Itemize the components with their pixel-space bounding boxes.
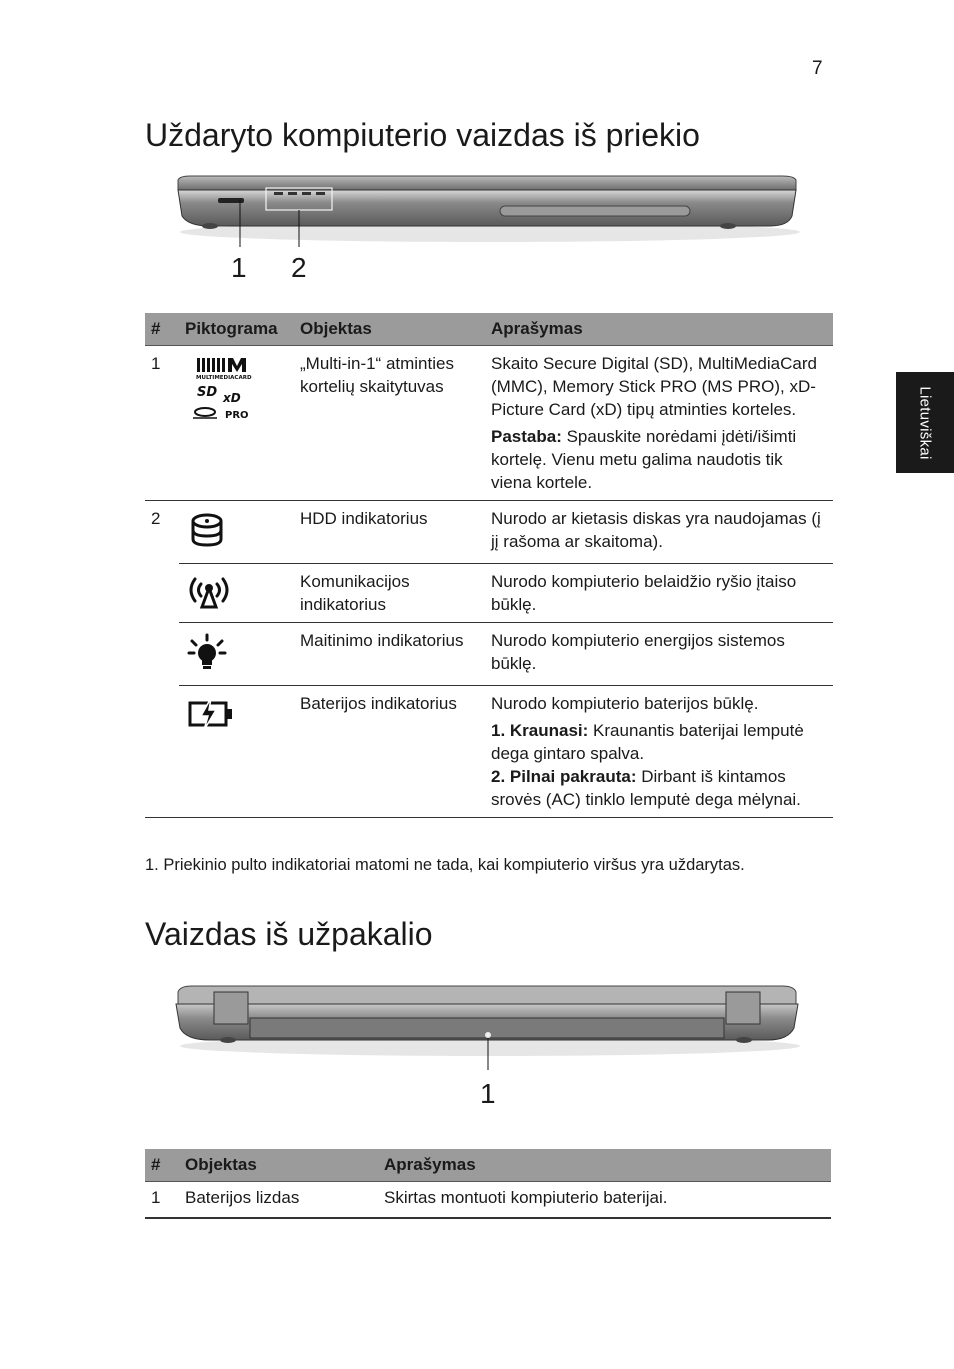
table-row (145, 501, 833, 564)
row-item: Baterijos indikatorius (294, 686, 485, 818)
rear-view-title: Vaizdas iš užpakalio (145, 916, 433, 952)
svg-text:xD: xD (223, 391, 241, 405)
table-row (145, 346, 833, 501)
svg-text:SD: SD (197, 385, 218, 400)
svg-text:MULTIMEDIACARD: MULTIMEDIACARD (196, 375, 252, 381)
header-number: # (145, 1149, 179, 1182)
table-row (145, 564, 833, 623)
row-description: Skirtas montuoti kompiuterio baterijai. (378, 1182, 831, 1219)
table-header-row (145, 313, 833, 346)
row-number: 2 (145, 501, 179, 564)
svg-text:PRO: PRO (225, 410, 249, 421)
front-callout-2: 2 (291, 252, 307, 283)
row-description: Nurodo ar kietasis diskas yra naudojamas (į jį rašoma ar skaitoma). (491, 509, 821, 551)
power-bulb-icon (187, 633, 227, 673)
card-reader-icon (187, 356, 259, 424)
header-number: # (145, 313, 179, 346)
row-number: 1 (145, 1182, 179, 1219)
note-text: Spauskite norėdami įdėti/išimti kortelę. Vienu metu galima naudotis tik viena kortele. (491, 427, 797, 492)
front-view-title: Uždaryto kompiuterio vaizdas iš priekio (145, 117, 700, 153)
header-description: Aprašymas (485, 313, 833, 346)
row-description: Skaito Secure Digital (SD), MultiMediaCard (MMC), Memory Stick PRO (MS PRO), xD-Picture Card (xD) tipų atminties korteles. (491, 354, 817, 419)
row-number: 1 (151, 354, 161, 373)
table-header-row (145, 1149, 831, 1182)
full-charge-label: 2. Pilnai pakrauta: (491, 767, 637, 786)
laptop-rear-illustration (170, 980, 810, 1070)
table-row (145, 1182, 831, 1219)
header-item: Objektas (294, 313, 485, 346)
rear-callout-1: 1 (480, 1078, 496, 1109)
wireless-icon (187, 574, 231, 610)
full-charge-text: Dirbant iš kintamos srovės (AC) tinklo lemputė dega mėlynai. (491, 767, 801, 809)
header-description: Aprašymas (378, 1149, 831, 1182)
footnote: 1. Priekinio pulto indikatoriai matomi ne tada, kai kompiuterio viršus yra uždarytas. (145, 856, 745, 874)
front-components-table (145, 313, 833, 818)
charging-label: 1. Kraunasi: (491, 721, 589, 740)
page-number: 7 (812, 58, 823, 79)
front-callout-1: 1 (231, 252, 247, 283)
row-description: Nurodo kompiuterio baterijos būklę. (491, 694, 759, 713)
row-item: Komunikacijos indikatorius (294, 564, 485, 623)
row-item: HDD indikatorius (294, 501, 485, 564)
row-description: Nurodo kompiuterio belaidžio ryšio įtaiso būklę. (491, 572, 797, 614)
hdd-icon (187, 511, 227, 551)
table-row (145, 623, 833, 686)
language-tab-label: Lietuviškai (916, 385, 934, 460)
row-item: „Multi-in-1“ atminties kortelių skaitytuvas (300, 354, 454, 396)
table-row (145, 686, 833, 818)
laptop-front-illustration (170, 172, 810, 247)
note-label: Pastaba: (491, 427, 562, 446)
row-description: Nurodo kompiuterio energijos sistemos būklę. (491, 631, 785, 673)
row-item: Maitinimo indikatorius (294, 623, 485, 686)
battery-icon (187, 696, 235, 732)
row-item: Baterijos lizdas (179, 1182, 378, 1219)
language-tab (896, 372, 954, 473)
header-icon: Piktograma (179, 313, 294, 346)
charging-text: Kraunantis baterijai lemputė dega gintaro spalva. (491, 721, 804, 763)
rear-components-table (145, 1149, 831, 1219)
header-item: Objektas (179, 1149, 378, 1182)
